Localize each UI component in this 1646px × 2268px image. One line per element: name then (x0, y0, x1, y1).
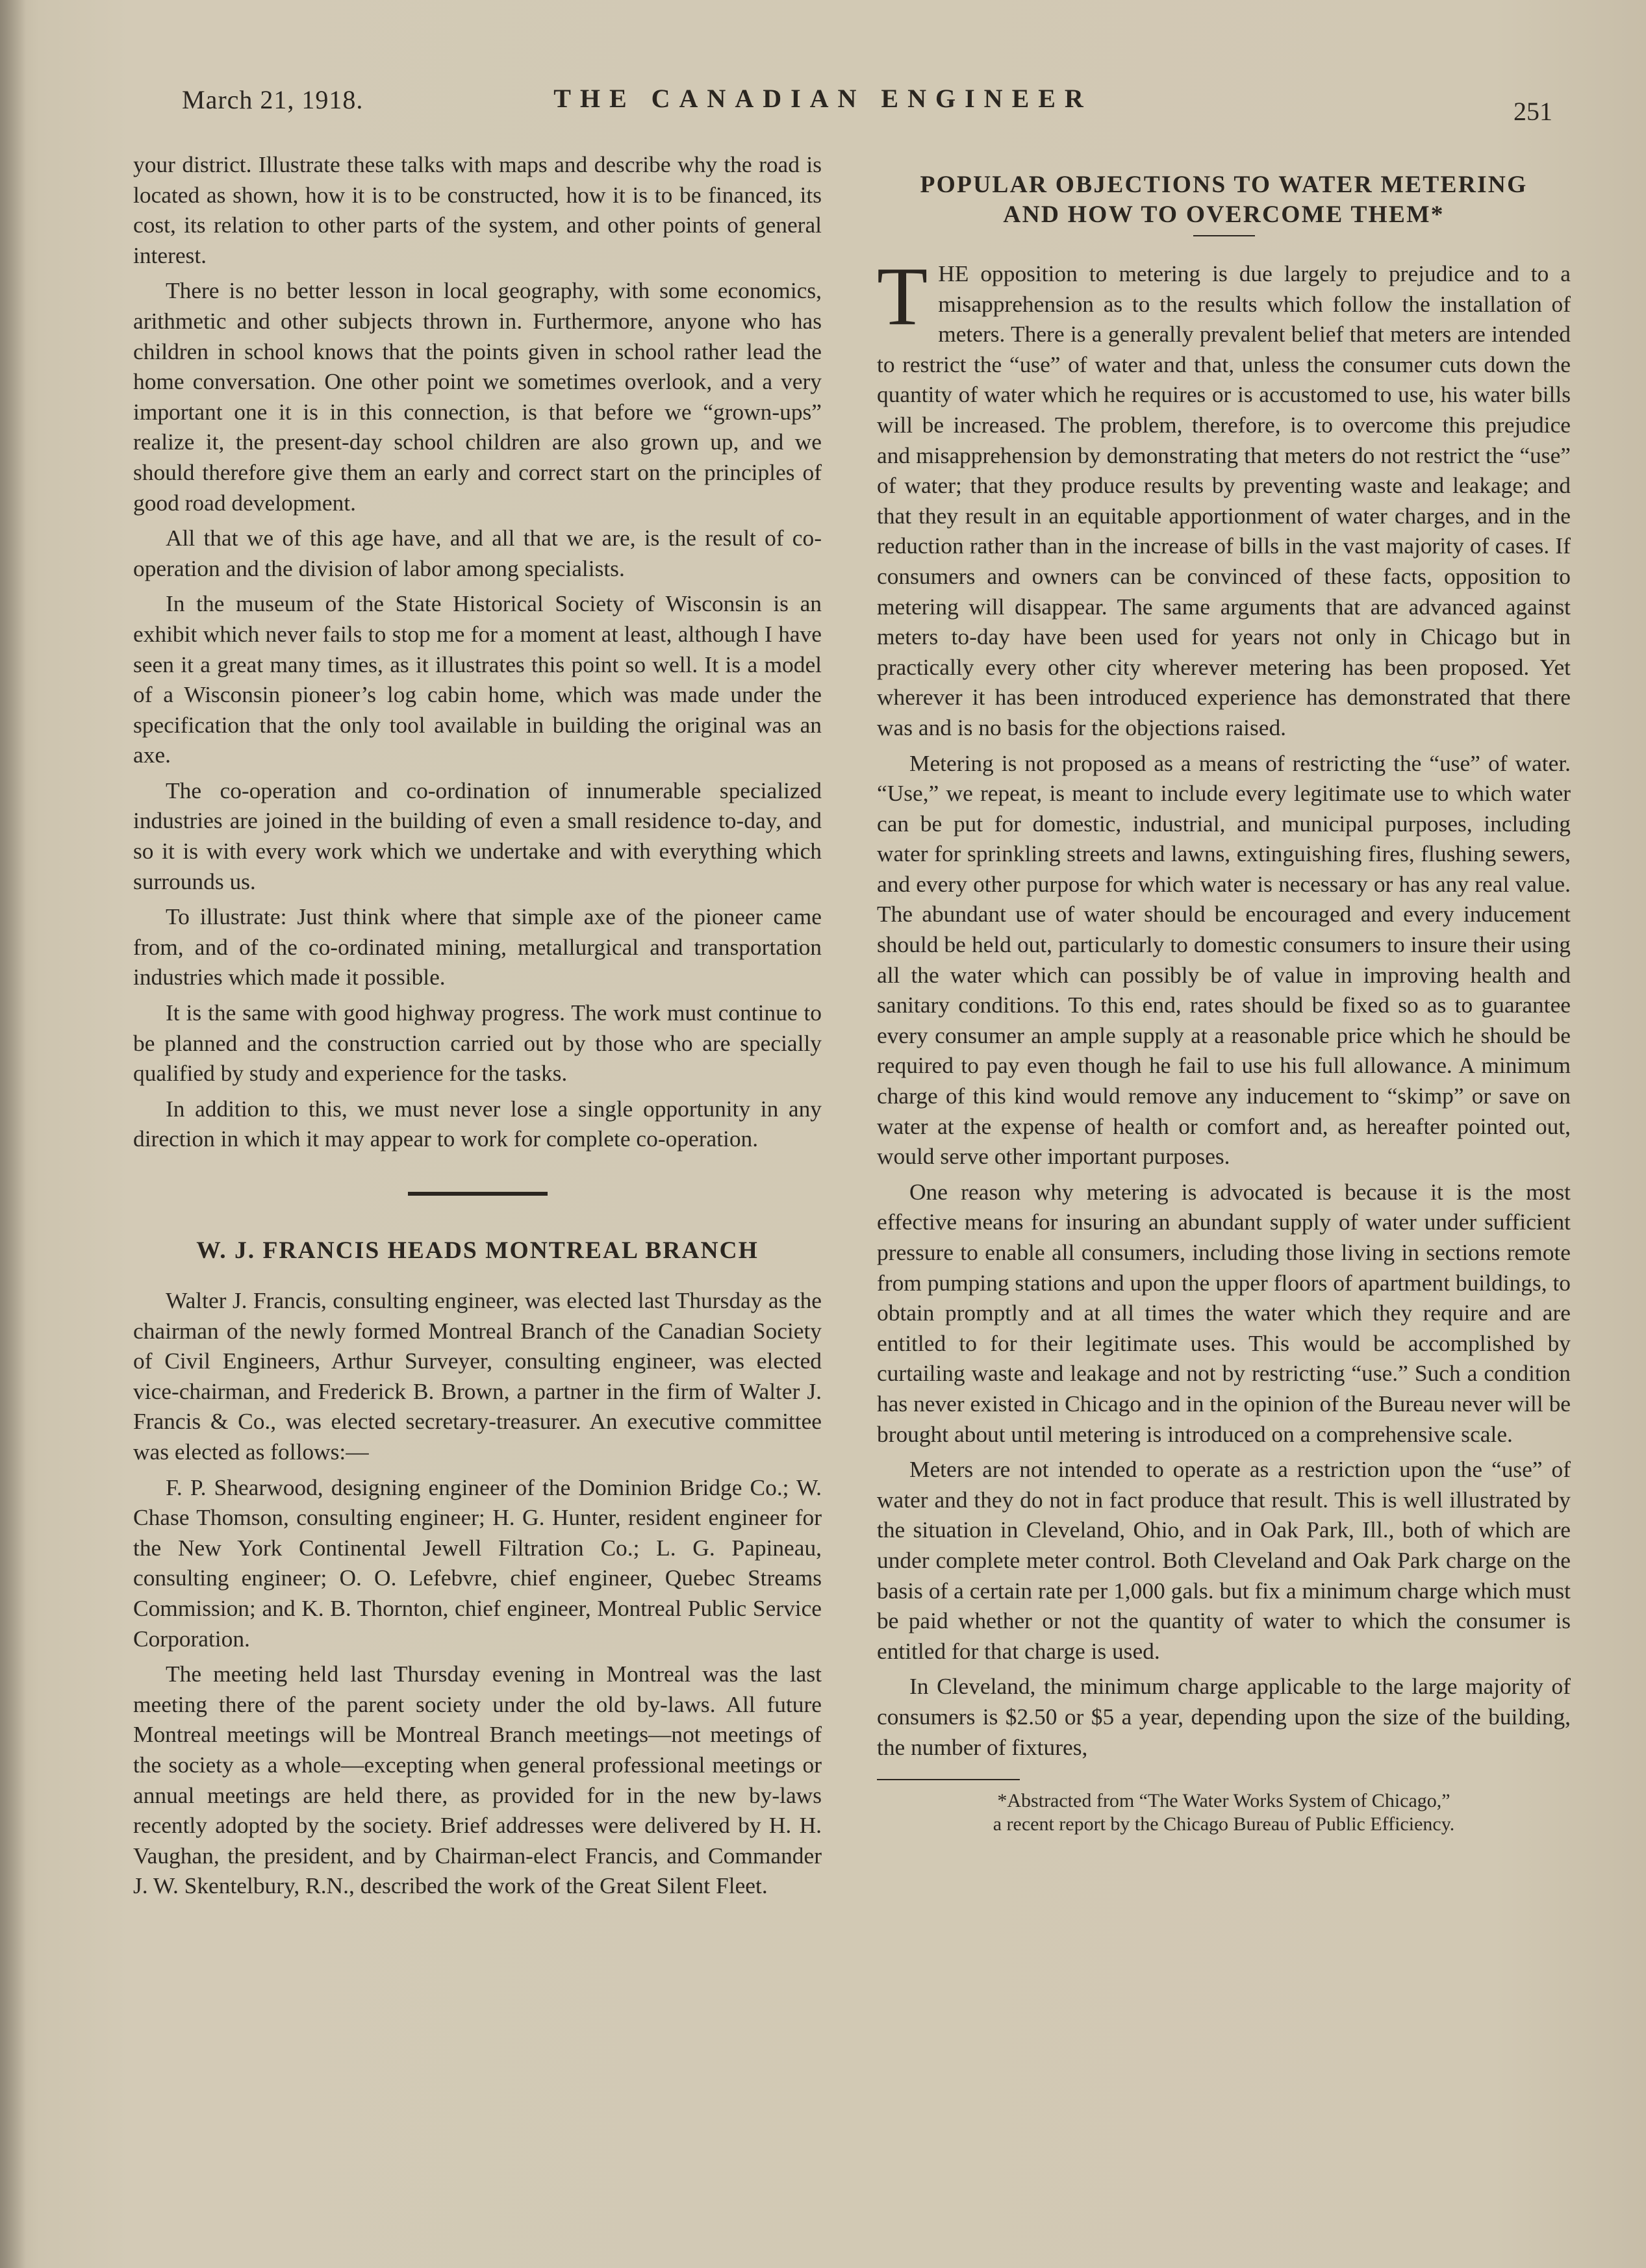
footnote-rule (877, 1779, 1020, 1780)
article-title-line-2: AND HOW TO OVERCOME THEM* (1003, 201, 1445, 228)
paragraph: In addition to this, we must never lose a single opportunity in any direction in which it may appear to work for complete co-operation. (133, 1095, 822, 1152)
paragraph: It is the same with good highway progress. The work must continue to be planned and the construction carried out by those who are specially qualified by study and experience for the tasks. (133, 1000, 822, 1087)
footnote-line-2: a recent report by the Chicago Bureau of Public Efficiency. (993, 1813, 1455, 1835)
section-divider (408, 1192, 548, 1196)
lead-paragraph-text: HE opposition to metering is due largely to prejudice and to a misapprehension as to the results which follow the installation of meters. There is a generally prevalent belief that meters are intended to restrict the “use” of water and that, unless the consumer cuts down the quantity of water which he requires or is accustomed to use, his water bills will be increased. The problem, therefore, is to overcome this prejudice and misapprehension by demonstrating that meters do not restrict the “use” of water; that they produce results by preventing waste and leakage; and that they result in an equitable apportionment of water charges, and in the reduction rather than in the increase of bills in the vast majority of cases. If consumers and owners can be convinced of these facts, opposition to metering will disappear. The same arguments that are advanced against meters to-day have been used for years not only in Chicago but in practically every other city wherever metering has been proposed. Yet wherever it has been introduced experience has demonstrated that there was and is no basis for the objections raised. (877, 260, 1571, 740)
drop-cap: T (877, 250, 928, 342)
paragraph: In the museum of the State Historical Society of Wisconsin is an exhibit which never fails to stop me for a moment at least, although I have seen it a great many times, as it illustrates this point so well. It is a model of a Wisconsin pioneer’s log cabin home, which was made under the specification that the only tool available in building the original was an axe. (133, 590, 822, 768)
journal-title: THE CANADIAN ENGINEER (553, 84, 1093, 113)
paragraph: Walter J. Francis, consulting engineer, was elected last Thursday as the chairman of the newly formed Montreal Branch of the Canadian Society of Civil Engineers, Arthur Surveyer, consulting engineer, was elected vice-chairman, and Frederick B. Brown, a partner in the firm of Walter J. Francis & Co., was elected secretary-treasurer. An executive committee was elected as follows:— (133, 1287, 822, 1465)
paragraph: The co-operation and co-ordination of innumerable specialized industries are joined in the building of even a small residence to-day, and so it is with every work which we undertake and with everything which surrounds us. (133, 777, 822, 894)
paragraph: One reason why metering is advocated is because it is the most effective means for insuring an abundant supply of water under sufficient pressure to enable all consumers, including those living in sections remote from pumping stations and upon the upper floors of apartment buildings, to obtain promptly and at all times the water which they require and are entitled to for their legitimate uses. This would be accomplished by curtailing waste and leakage and not by restricting “use.” Such a condition has never existed in Chicago and in the opinion of the Bureau never will be brought about until metering is introduced on a comprehensive scale. (877, 1178, 1571, 1447)
article-title-line-1: POPULAR OBJECTIONS TO WATER METERING (920, 171, 1528, 198)
paragraph: your district. Illustrate these talks with maps and describe why the road is located as shown, how it is to be constructed, how it is to be financed, its cost, its relation to other parts of the system, and other points of general interest. (133, 151, 822, 268)
left-column (133, 149, 822, 1901)
paragraph: In Cleveland, the minimum charge applicable to the large majority of consumers is $2.50 or $5 a year, depending upon the size of the building, the number of fixtures, (877, 1673, 1571, 1760)
footnote-line-1: *Abstracted from “The Water Works System of Chicago,” (997, 1790, 1450, 1812)
binding-shadow (0, 0, 26, 2268)
title-rule (1193, 235, 1255, 236)
lead-paragraph (877, 250, 1571, 743)
paragraph: Meters are not intended to operate as a restriction upon the “use” of water and they do not in fact produce that result. This is well illustrated by the situation in Cleveland, Ohio, and in Oak Park, Ill., both of which are under complete meter control. Both Cleveland and Oak Park charge on the basis of a certain rate per 1,000 gals. but fix a minimum charge which must be paid whether or not the quantity of water to which the consumer is entitled for that charge is used. (877, 1456, 1571, 1664)
footnote (877, 1789, 1571, 1836)
paragraph: To illustrate: Just think where that simple axe of the pioneer came from, and of the co-ordinated mining, metallurgical and transportation industries which made it possible. (133, 903, 822, 990)
issue-date: March 21, 1918. (182, 85, 364, 114)
page-number: 251 (1513, 97, 1552, 126)
paragraph: Metering is not proposed as a means of restricting the “use” of water. “Use,” we repeat, is meant to include every legitimate use to which water can be put for domestic, industrial, and municipal purposes, including water for sprinkling streets and lawns, extinguishing fires, flushing sewers, and every other purpose for which water is necessary or has any real value. The abundant use of water should be encouraged and every inducement should be held out, particularly to domestic consumers to insure their using all the water which can possibly be of value in improving health and sanitary conditions. To this end, rates should be fixed so as to guarantee every consumer an ample supply at a reasonable price which he should be required to pay even though he fail to use his full allowance. A minimum charge of this kind would remove any inducement to “skimp” or save on water at the expense of health or comfort and, as hereafter pointed out, would serve other important purposes. (877, 750, 1571, 1170)
running-head (0, 84, 1646, 126)
paragraph: There is no better lesson in local geography, with some economics, arithmetic and other subjects thrown in. Furthermore, anyone who has children in school knows that the points given in school rather lead the home conversation. One other point we sometimes overlook, and a very important one it is in this connection, is that before we “grown-ups” realize it, the present-day school children are also grown up, and we should therefore give them an early and correct start on the principles of good road development. (133, 277, 822, 516)
paragraph: The meeting held last Thursday evening in Montreal was the last meeting there of the parent society under the old by-laws. All future Montreal meetings will be Montreal Branch meetings—not meetings of the society as a whole—excepting when general professional meetings or annual meetings are held there, as provided for in the new by-laws recently adopted by the society. Brief addresses were delivered by H. H. Vaughan, the president, and by Chairman-elect Francis, and Commander J. W. Skentelbury, R.N., described the work of the Great Silent Fleet. (133, 1661, 822, 1899)
right-column (877, 149, 1571, 1836)
article-title (877, 170, 1571, 230)
section-heading-montreal: W. J. FRANCIS HEADS MONTREAL BRANCH (196, 1237, 759, 1264)
paragraph: F. P. Shearwood, designing engineer of the Dominion Bridge Co.; W. Chase Thomson, consulting engineer; H. G. Hunter, resident engineer for the New York Continental Jewell Filtration Co.; L. G. Papineau, consulting engineer; O. O. Lefebvre, chief engineer, Quebec Streams Commission; and K. B. Thornton, chief engineer, Montreal Public Service Corporation. (133, 1474, 822, 1652)
paragraph: All that we of this age have, and all that we are, is the result of co-operation and the division of labor among specialists. (133, 525, 822, 581)
